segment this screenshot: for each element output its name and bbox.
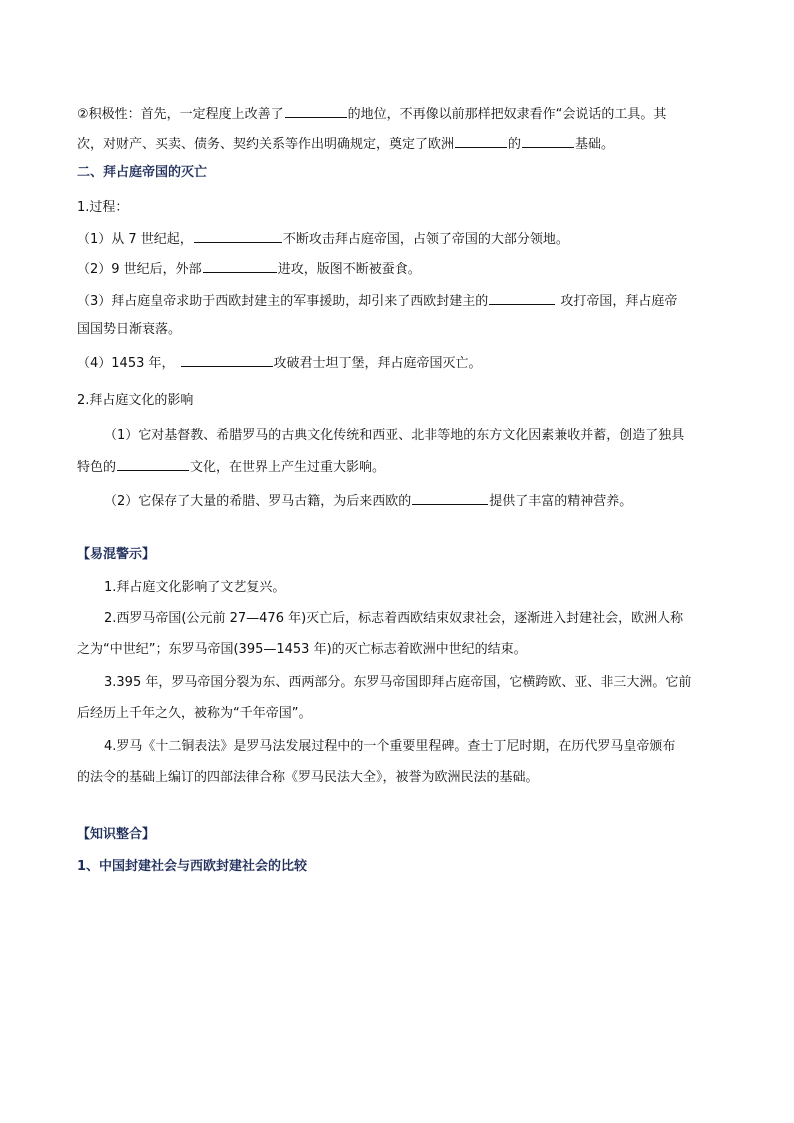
text: 的: [508, 137, 522, 152]
culture-item-1-line-2: [77, 456, 385, 478]
warning-item-2-line-1: 2.西罗马帝国(公元前 27—476 年)灭亡后，标志着西欧结束奴隶社会，逐渐进入封建社会，欧洲人称: [104, 611, 684, 626]
fill-blank[interactable]: [522, 133, 574, 148]
warning-item-4-line-2: 的法令的基础上编订的四部法律合称《罗马民法大全》，被誉为欧洲民法的基础。: [77, 770, 539, 785]
text: （2）它保存了大量的希腊、罗马古籍，为后来西欧的: [104, 494, 412, 509]
section-heading-byzantine-fall: 二、拜占庭帝国的灭亡: [77, 165, 208, 180]
warning-item-1: 1.拜占庭文化影响了文艺复兴。: [104, 580, 286, 595]
warning-item-4-line-1: 4.罗马《十二铜表法》是罗马法发展过程中的一个重要里程碑。查士丁尼时期，在历代罗马皇帝颁布: [104, 739, 676, 754]
text: 特色的: [77, 460, 117, 475]
text: （3）拜占庭皇帝求助于西欧封建主的军事援助，却引来了西欧封建主的: [77, 294, 489, 309]
integration-heading: 【知识整合】: [77, 827, 156, 842]
fill-blank[interactable]: [203, 258, 277, 273]
integration-subheading: 1、中国封建社会与西欧封建社会的比较: [77, 859, 308, 874]
text: 攻破君士坦丁堡，拜占庭帝国灭亡。: [273, 356, 482, 371]
process-item-1: [77, 228, 569, 250]
positivity-line-2: [77, 133, 614, 155]
text: 进攻，版图不断被蚕食。: [277, 262, 421, 277]
fill-blank[interactable]: [181, 352, 273, 367]
text: （4）1453 年，: [77, 356, 175, 371]
culture-item-2: [104, 490, 632, 512]
warning-item-2-line-2: 之为“中世纪”；东罗马帝国(395—1453 年)的灭亡标志着欧洲中世纪的结束。: [77, 642, 527, 657]
warning-heading: 【易混警示】: [77, 547, 156, 562]
fill-blank[interactable]: [285, 103, 347, 118]
text: 次，对财产、买卖、债务、契约关系等作出明确规定，奠定了欧洲: [77, 137, 455, 152]
text: 提供了丰富的精神营养。: [489, 494, 633, 509]
fill-blank[interactable]: [455, 133, 507, 148]
process-title: 1.过程：: [77, 200, 129, 215]
fill-blank[interactable]: [489, 290, 555, 305]
text: （2）9 世纪后，外部: [77, 262, 202, 277]
text: 文化，在世界上产生过重大影响。: [190, 460, 386, 475]
text: 攻打帝国，拜占庭帝: [556, 294, 678, 309]
culture-item-1-line-1: （1）它对基督教、希腊罗马的古典文化传统和西亚、北非等地的东方文化因素兼收并蓄，创造了独具: [104, 428, 685, 443]
text: 不断攻击拜占庭帝国，占领了帝国的大部分领地。: [282, 232, 569, 247]
warning-item-3-line-1: 3.395 年，罗马帝国分裂为东、西两部分。东罗马帝国即拜占庭帝国，它横跨欧、亚、非三大洲。它前: [104, 675, 692, 690]
process-item-3-line-1: [77, 290, 677, 312]
process-item-3-line-2: 国国势日渐衰落。: [77, 322, 182, 337]
fill-blank[interactable]: [412, 490, 488, 505]
fill-blank[interactable]: [117, 456, 189, 471]
culture-title: 2.拜占庭文化的影响: [77, 393, 194, 408]
text: （1）从 7 世纪起，: [77, 232, 193, 247]
text: 的地位，不再像以前那样把奴隶看作“会说话的工具。其: [347, 107, 667, 122]
fill-blank[interactable]: [194, 228, 282, 243]
warning-item-3-line-2: 后经历上千年之久，被称为“千年帝国”。: [77, 706, 312, 721]
text: ②积极性：首先，一定程度上改善了: [77, 107, 284, 122]
text: 基础。: [575, 137, 615, 152]
process-item-2: [77, 258, 421, 280]
positivity-line-1: [77, 103, 666, 125]
process-item-4: [77, 352, 482, 374]
